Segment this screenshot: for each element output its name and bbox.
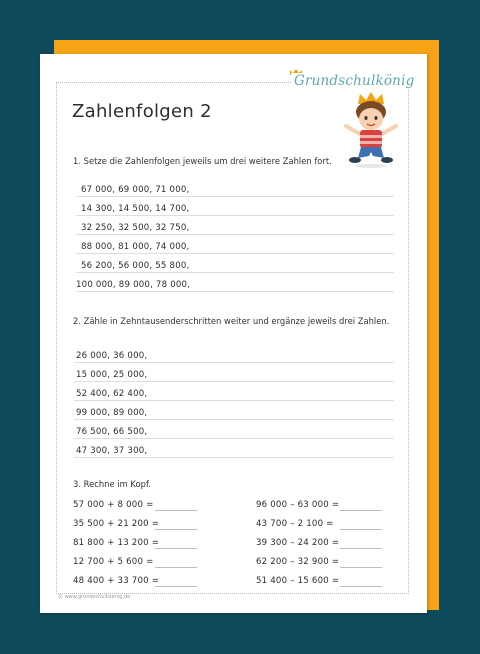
sequence-row-3: 32 250, 32 500, 32 750, [81,223,190,233]
tens-row-5: 76 500, 66 500, [76,427,148,437]
tens-row-2: 15 000, 25 000, [76,370,148,380]
tens-row-6: 47 300, 37 300, [76,446,148,456]
addition-problem-1: 57 000 + 8 000 = [73,500,154,510]
addition-problem-4: 12 700 + 5 600 = [73,557,154,567]
addition-problem-2: 35 500 + 21 200 = [73,519,160,529]
boy-with-crown-illustration [340,92,402,170]
tens-row-4: 99 000, 89 000, [76,408,148,418]
subtraction-problem-2: 43 700 – 2 100 = [256,519,334,529]
subtraction-problem-3: 39 300 – 24 200 = [256,538,340,548]
worksheet-page [40,54,427,613]
answer-blank [340,529,382,530]
addition-problem-5: 48 400 + 33 700 = [73,576,160,586]
tens-row-3: 52 400, 62 400, [76,389,148,399]
sequence-row-1: 67 000, 69 000, 71 000, [81,185,190,195]
sequence-row-2: 14 300, 14 500, 14 700, [81,204,190,214]
task-2-heading: 2. Zähle in Zehntausenderschritten weiter und ergänze jeweils drei Zahlen. [73,316,390,326]
task-3-heading: 3. Rechne im Kopf. [73,479,151,489]
tens-row-1: 26 000, 36 000, [76,351,148,361]
answer-blank [340,548,382,549]
page-title: Zahlenfolgen 2 [72,101,212,122]
answer-blank [155,586,197,587]
answer-blank [155,548,197,549]
subtraction-problem-1: 96 000 – 63 000 = [256,500,340,510]
answer-blank [155,529,197,530]
subtraction-problem-4: 62 200 – 32 900 = [256,557,340,567]
answer-blank [340,510,382,511]
brand-logo-text: Grundschulkönig [291,73,417,89]
answer-blank [155,510,197,511]
sequence-row-5: 56 200, 56 000, 55 800, [81,261,190,271]
answer-blank [340,586,382,587]
footer-copyright: © www.grundschulkoenig.de [58,594,131,600]
answer-blank [340,567,382,568]
addition-problem-3: 81 800 + 13 200 = [73,538,160,548]
subtraction-problem-5: 51 400 – 15 600 = [256,576,340,586]
sequence-row-4: 88 000, 81 000, 74 000, [81,242,190,252]
answer-blank [155,567,197,568]
task-1-heading: 1. Setze die Zahlenfolgen jeweils um drei weitere Zahlen fort. [73,156,332,166]
sequence-row-6: 100 000, 89 000, 78 000, [76,280,191,290]
